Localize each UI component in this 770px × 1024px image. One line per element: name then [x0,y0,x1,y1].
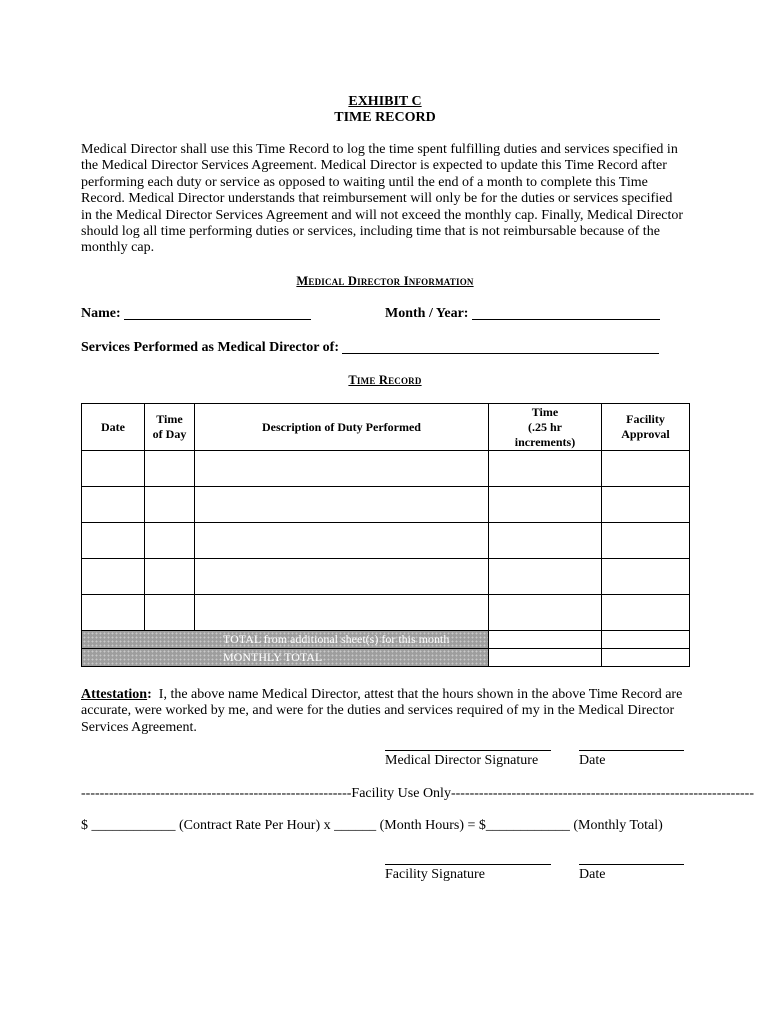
date-cell[interactable] [82,451,145,487]
facility-divider [81,786,754,802]
facility-divider-dashes-right: ----------------------------------------------------------------- [450,786,754,801]
services-field[interactable] [342,353,659,354]
col-date: Date [82,404,145,451]
date-cell[interactable] [82,559,145,595]
col-time-of-day: Time of Day [145,404,195,451]
time-cell[interactable] [489,523,602,559]
month-year-field[interactable] [472,319,660,320]
intro-paragraph: Medical Director shall use this Time Record to log the time spent fulfilling duties and services specified in the Medical Director Services Agreement. Medical Director is expected to update this Time Record after performing each duty or service as opposed to waiting until the end of a month to complete this Time Record. Medical Director understands that reimbursement will only be for the duties or services specified in the Medical Director Services Agreement and will not exceed the monthly cap. Finally, Medical Director should log all time performing duties or services, including time that is not reimbursable because of the monthly cap. [81,142,684,256]
facility-signature-line[interactable] [385,864,551,865]
document-title: TIME RECORD [334,110,436,125]
facility-divider-dashes-left: ---------------------------------------------------------- [81,786,352,801]
table-header-row [82,404,690,451]
additional-total-cell[interactable] [489,631,602,649]
date-cell[interactable] [82,523,145,559]
monthly-total-approval-cell[interactable] [602,649,690,667]
time-of-day-cell[interactable] [145,595,195,631]
time-of-day-cell[interactable] [145,487,195,523]
md-signature-line[interactable] [385,750,551,751]
additional-total-approval-cell[interactable] [602,631,690,649]
description-cell[interactable] [195,595,489,631]
approval-cell[interactable] [602,595,690,631]
facility-signature-label: Facility Signature [385,867,485,882]
time-cell[interactable] [489,595,602,631]
table-row [82,451,690,487]
md-date-label: Date [579,753,606,768]
table-row [82,487,690,523]
exhibit-label: EXHIBIT C [348,94,422,109]
approval-cell[interactable] [602,559,690,595]
attestation-label: Attestation [81,687,148,702]
services-label: Services Performed as Medical Director of: [81,340,339,355]
attestation-text: I, the above name Medical Director, attest that the hours shown in the above Time Record are accurate, were worked by me, and were for the duties and services required of my in the Medical Director Services Agreement. [81,687,683,735]
approval-cell[interactable] [602,451,690,487]
col-time: Time (.25 hr increments) [489,404,602,451]
time-cell[interactable] [489,451,602,487]
md-date-line[interactable] [579,750,684,751]
table-row [82,559,690,595]
medical-director-info-heading: Medical Director Information [296,274,474,288]
additional-total-row [82,631,690,649]
description-cell[interactable] [195,559,489,595]
facility-divider-label: Facility Use Only [351,786,451,801]
monthly-total-cell[interactable] [489,649,602,667]
time-cell[interactable] [489,559,602,595]
col-facility-approval: Facility Approval [602,404,690,451]
col-description: Description of Duty Performed [195,404,489,451]
rate-calculation-line[interactable]: $ ____________ (Contract Rate Per Hour) x ______ (Month Hours) = $____________ (Monthly Total) [81,818,663,833]
time-of-day-cell[interactable] [145,559,195,595]
approval-cell[interactable] [602,487,690,523]
table-row [82,595,690,631]
facility-date-line[interactable] [579,864,684,865]
time-record-heading: Time Record [348,373,422,387]
table-row [82,523,690,559]
time-cell[interactable] [489,487,602,523]
date-cell[interactable] [82,487,145,523]
facility-date-label: Date [579,867,606,882]
name-field[interactable] [124,319,311,320]
time-of-day-cell[interactable] [145,451,195,487]
description-cell[interactable] [195,487,489,523]
month-year-label: Month / Year: [385,306,469,321]
md-signature-label: Medical Director Signature [385,753,539,768]
description-cell[interactable] [195,451,489,487]
date-cell[interactable] [82,595,145,631]
monthly-total-label: MONTHLY TOTAL [82,649,489,667]
additional-total-label: TOTAL from additional sheet(s) for this month [82,631,489,649]
monthly-total-row [82,649,690,667]
approval-cell[interactable] [602,523,690,559]
description-cell[interactable] [195,523,489,559]
time-of-day-cell[interactable] [145,523,195,559]
time-record-table [81,403,690,667]
name-label: Name: [81,306,121,321]
attestation-paragraph: Attestation: I, the above name Medical Director, attest that the hours shown in the above Time Record are accurate, were worked by me, and were for the duties and services required of my in the Medical Director Services Agreement. [81,687,683,735]
